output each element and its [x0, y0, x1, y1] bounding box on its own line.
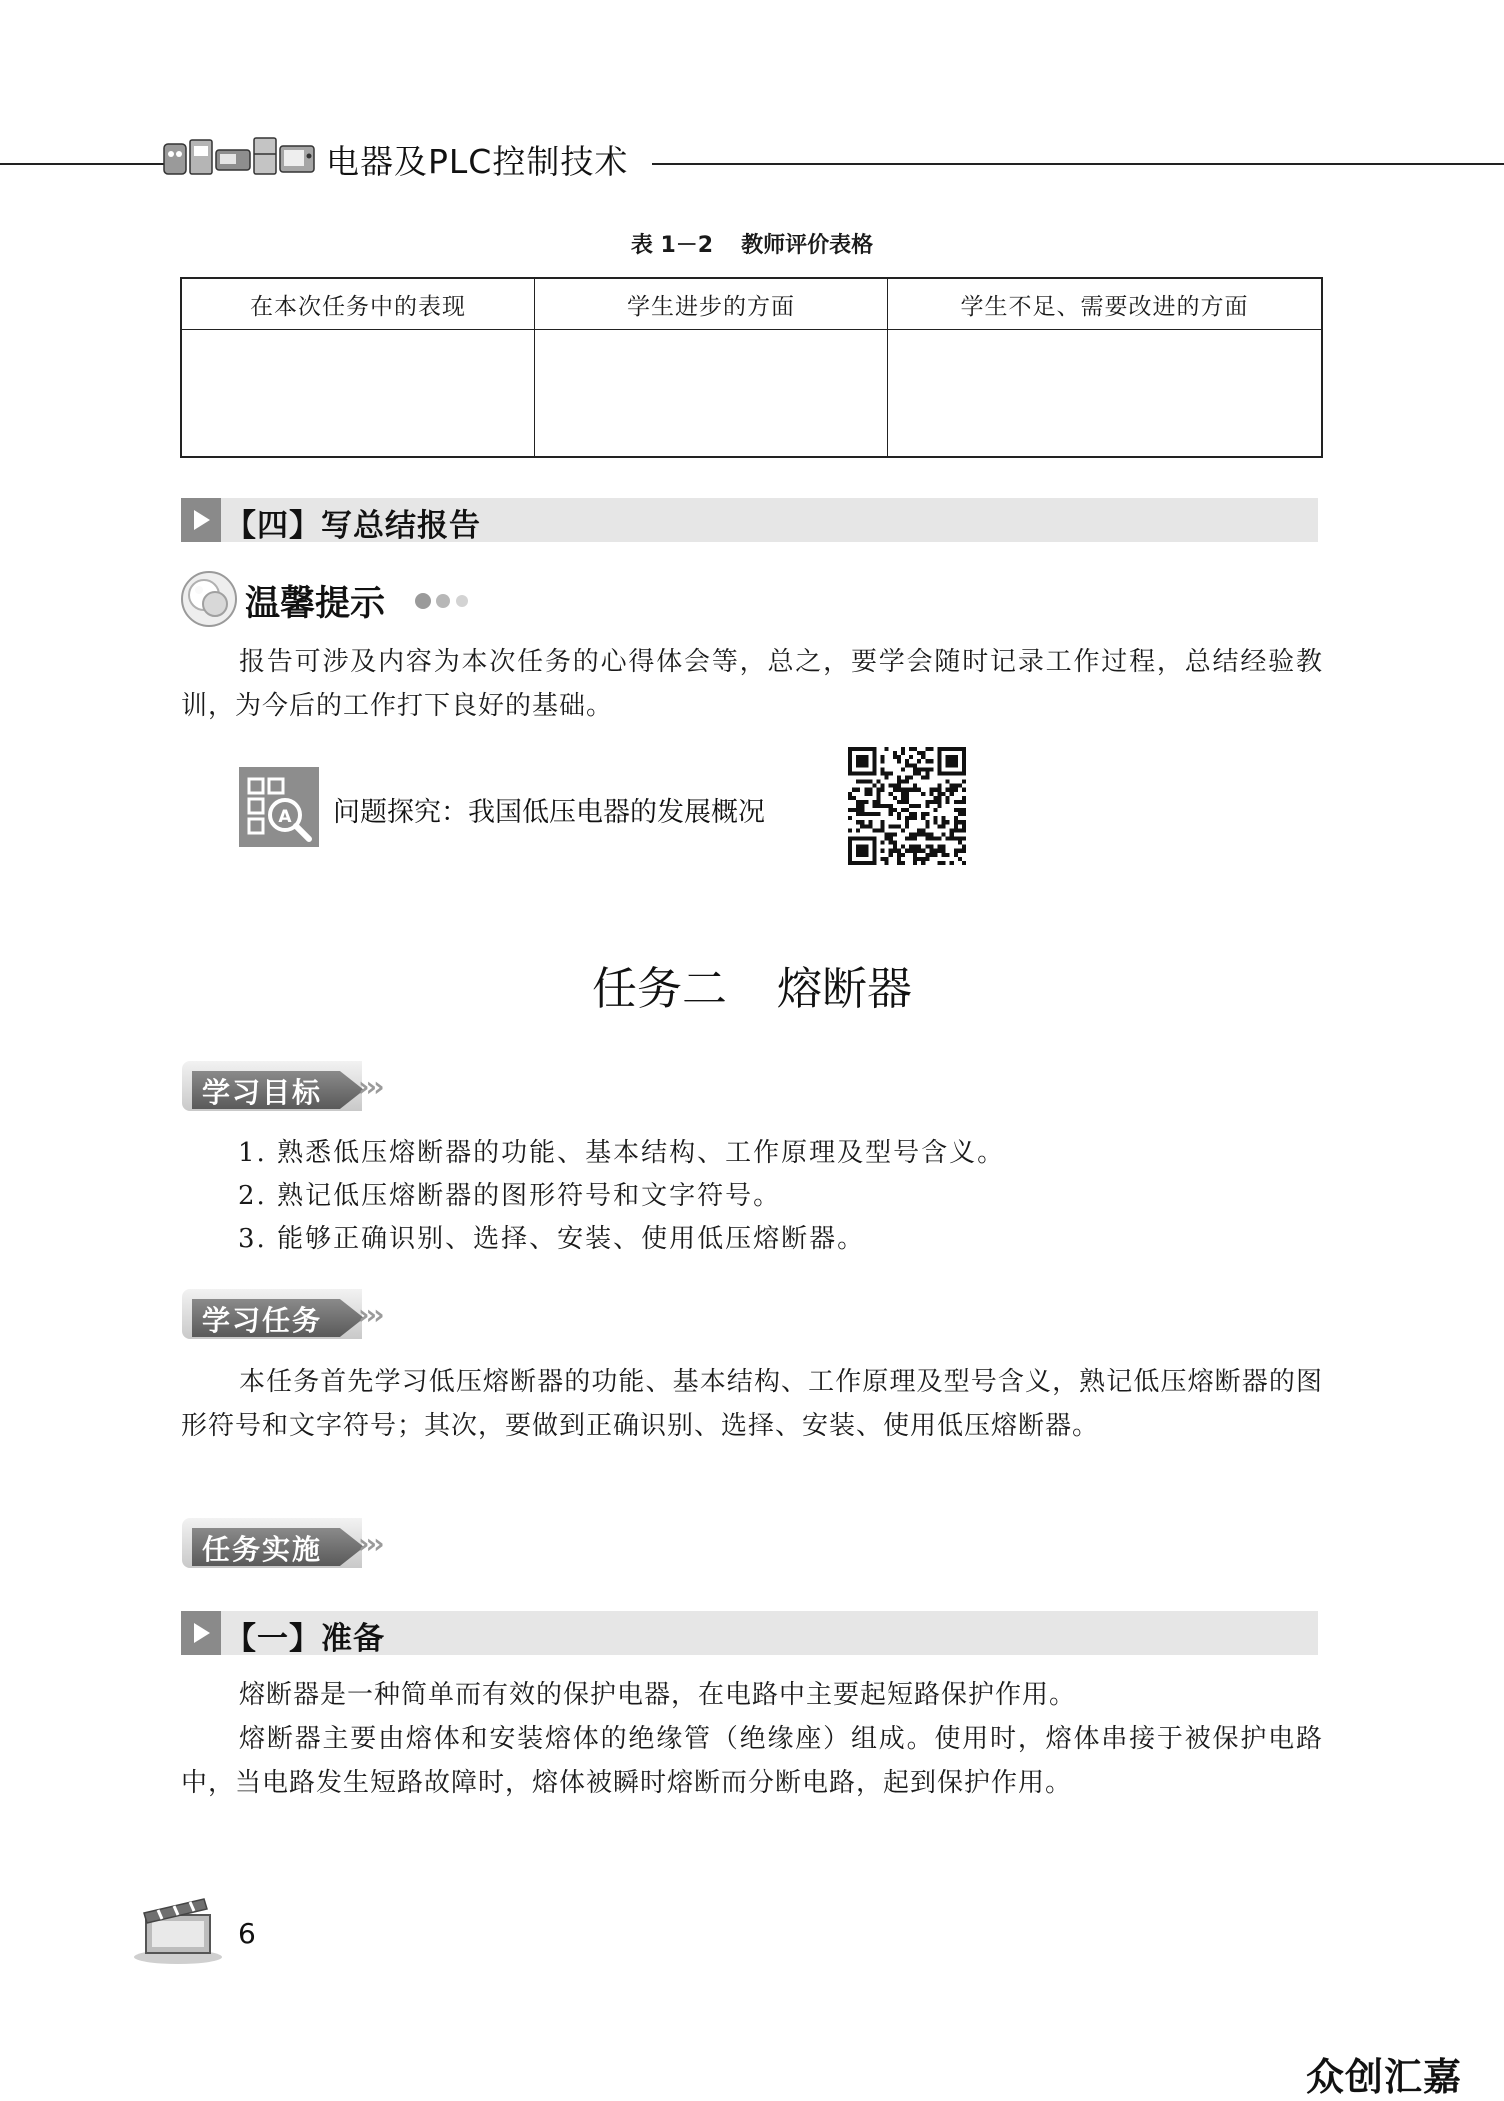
preparation-paragraph-1: 熔断器是一种简单而有效的保护电器，在电路中主要起短路保护作用。 — [239, 1680, 1077, 1710]
list-item: 1. 熟悉低压熔断器的功能、基本结构、工作原理及型号含义。 — [238, 1138, 1006, 1168]
table-header-cell: 学生进步的方面 — [535, 278, 888, 330]
qr-search-badge — [239, 767, 319, 847]
table-header-row — [181, 278, 1322, 330]
preparation-paragraph-2: 熔断器主要由熔体和安装熔体的绝缘管（绝缘座）组成。使用时，熔体串接于被保护电路中，当电路发生短路故障时，熔体被瞬时熔断而分断电路，起到保护作用。 — [181, 1724, 1323, 1798]
qr-badge-letter: A — [278, 807, 292, 827]
task-title — [0, 952, 1504, 1017]
qr-caption: 问题探究：我国低压电器的发展概况 — [333, 797, 765, 828]
section-label: 【一】准备 — [225, 1621, 385, 1657]
table-cell — [888, 330, 1323, 458]
section-bar-summary-report — [181, 498, 1318, 542]
play-triangle-icon — [181, 1611, 221, 1655]
table-header-cell: 在本次任务中的表现 — [181, 278, 535, 330]
qr-code[interactable] — [848, 747, 966, 865]
learning-task-paragraph: 本任务首先学习低压熔断器的功能、基本结构、工作原理及型号含义，熟记低压熔断器的图形符号和文字符号；其次，要做到正确识别、选择、安装、使用低压熔断器。 — [181, 1367, 1323, 1441]
book-title: 电器及PLC控制技术 — [326, 142, 629, 181]
watermark-text: 众创汇嘉 — [1306, 2055, 1463, 2099]
clapperboard-icon — [132, 1893, 224, 1965]
header-rule-left — [0, 163, 165, 165]
page-number: 6 — [238, 1917, 256, 1950]
dots-icon — [414, 592, 474, 610]
heading-label: 学习目标 — [202, 1076, 323, 1109]
section-label: 【四】写总结报告 — [225, 508, 481, 544]
table-caption-title: 教师评价表格 — [741, 233, 874, 258]
table-header-cell: 学生不足、需要改进的方面 — [888, 278, 1323, 330]
heading-label: 任务实施 — [202, 1533, 323, 1566]
table-caption — [0, 228, 1504, 259]
play-triangle-icon — [181, 498, 221, 542]
tip-title: 温馨提示 — [245, 584, 386, 624]
table-cell — [181, 330, 535, 458]
table-cell — [535, 330, 888, 458]
list-item: 2. 熟记低压熔断器的图形符号和文字符号。 — [238, 1181, 782, 1211]
task-name: 熔断器 — [777, 962, 913, 1015]
heading-label: 学习任务 — [202, 1304, 323, 1337]
table-caption-number: 表 1－2 — [630, 233, 714, 258]
section-bar-preparation — [181, 1611, 1318, 1655]
heading-task-implementation — [180, 1510, 420, 1576]
heading-learning-objectives — [180, 1053, 420, 1119]
speech-bubble-icon — [180, 570, 238, 628]
table-row — [181, 330, 1322, 458]
appliance-icons — [162, 136, 318, 178]
qr-search-icon — [239, 767, 319, 847]
chevrons-icon: ››› — [358, 1298, 381, 1331]
chevrons-icon: ››› — [358, 1070, 381, 1103]
tip-paragraph: 报告可涉及内容为本次任务的心得体会等，总之，要学会随时记录工作过程，总结经验教训，为今后的工作打下良好的基础。 — [181, 647, 1323, 721]
heading-learning-task — [180, 1281, 420, 1347]
list-item: 3. 能够正确识别、选择、安装、使用低压熔断器。 — [238, 1224, 866, 1254]
teacher-evaluation-table — [180, 277, 1323, 458]
task-label: 任务二 — [591, 962, 727, 1015]
chevrons-icon: ››› — [358, 1527, 381, 1560]
header-rule-right — [652, 163, 1504, 165]
